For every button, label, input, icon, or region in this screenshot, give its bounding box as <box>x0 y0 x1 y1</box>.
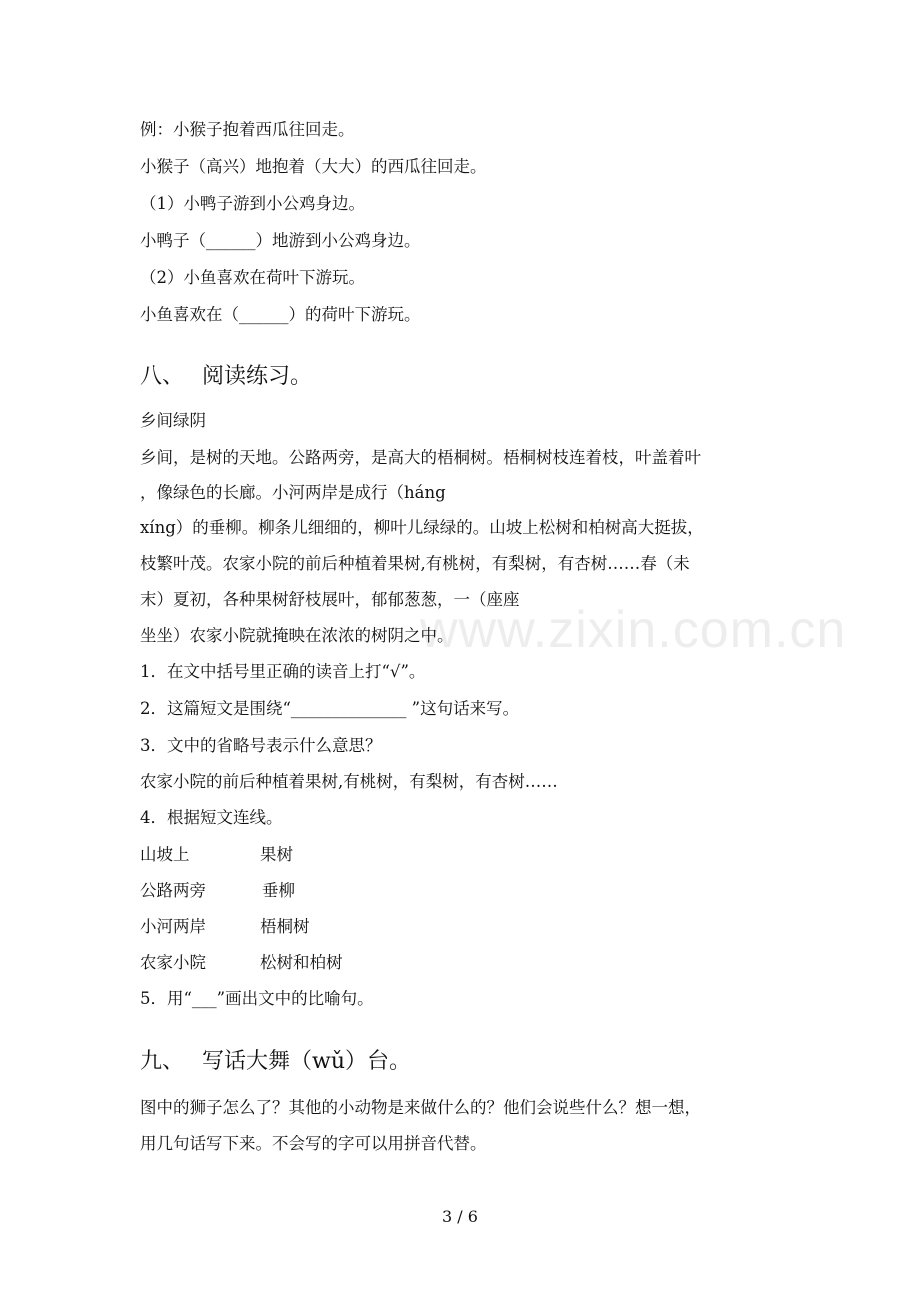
reading-question-1: 1．在文中括号里正确的读音上打“√”。 <box>140 662 426 681</box>
reading-question-4: 4．根据短文连线。 <box>140 808 283 827</box>
passage-line: 末）夏初，各种果树舒枝展叶，郁郁葱葱，一（座座 <box>140 590 520 609</box>
match-left-item: 农家小院 <box>140 953 206 972</box>
match-row <box>140 915 310 939</box>
writing-prompt-line: 图中的狮子怎么了？其他的小动物是来做什么的？他们会说些什么？想一想， <box>140 1098 701 1117</box>
section-8-heading <box>140 362 312 392</box>
exercise-fill-1: 小鸭子（______）地游到小公鸡身边。 <box>140 231 421 250</box>
passage-line: 乡间，是树的天地。公路两旁，是高大的梧桐树。梧桐树枝连着枝，叶盖着叶 <box>140 448 701 467</box>
example-line: 例：小猴子抱着西瓜往回走。 <box>140 120 355 139</box>
match-left-item: 山坡上 <box>140 845 190 864</box>
passage-line: 枝繁叶茂。农家小院的前后种植着果树,有桃树，有梨树，有杏树……春（未 <box>140 554 690 573</box>
section-8-number: 八、 <box>140 364 185 389</box>
section-9-title: 写话大舞（wǔ）台。 <box>202 1049 412 1074</box>
passage-line: 坐坐）农家小院就掩映在浓浓的树阴之中。 <box>140 626 454 645</box>
match-row <box>140 879 295 903</box>
match-left-item: 公路两旁 <box>140 881 206 900</box>
passage-title: 乡间绿阴 <box>140 411 206 430</box>
match-right-item: 垂柳 <box>262 881 295 900</box>
match-right-item: 松树和柏树 <box>260 953 343 972</box>
reading-question-3: 3．文中的省略号表示什么意思？ <box>140 736 382 755</box>
exercise-question-2: （2）小鱼喜欢在荷叶下游玩。 <box>140 268 365 287</box>
passage-line: ，像绿色的长廊。小河两岸是成行（háng <box>140 483 446 502</box>
reading-question-5: 5．用“___”画出文中的比喻句。 <box>140 989 374 1008</box>
exercise-fill-2: 小鱼喜欢在（______）的荷叶下游玩。 <box>140 305 421 324</box>
exercise-question-1: （1）小鸭子游到小公鸡身边。 <box>140 194 365 213</box>
section-8-title: 阅读练习。 <box>202 364 313 389</box>
match-right-item: 梧桐树 <box>260 917 310 936</box>
section-9-heading <box>140 1047 411 1077</box>
writing-prompt-line: 用几句话写下来。不会写的字可以用拼音代替。 <box>140 1134 487 1153</box>
match-row <box>140 951 343 975</box>
match-left-item: 小河两岸 <box>140 917 206 936</box>
section-9-number: 九、 <box>140 1049 185 1074</box>
match-right-item: 果树 <box>260 845 293 864</box>
watermark: www.zixin.com.cn <box>420 601 847 659</box>
passage-line: xíng）的垂柳。柳条儿细细的，柳叶儿绿绿的。山坡上松树和柏树高大挺拔， <box>140 518 704 537</box>
reading-question-2: 2．这篇短文是围绕“______________ ”这句话来写。 <box>140 699 520 718</box>
match-row <box>140 843 293 867</box>
page-number: 3 / 6 <box>442 1207 478 1226</box>
reading-question-3-quote: 农家小院的前后种植着果树,有桃树，有梨树，有杏树…… <box>140 772 558 791</box>
example-answer-line: 小猴子（高兴）地抱着（大大）的西瓜往回走。 <box>140 157 487 176</box>
